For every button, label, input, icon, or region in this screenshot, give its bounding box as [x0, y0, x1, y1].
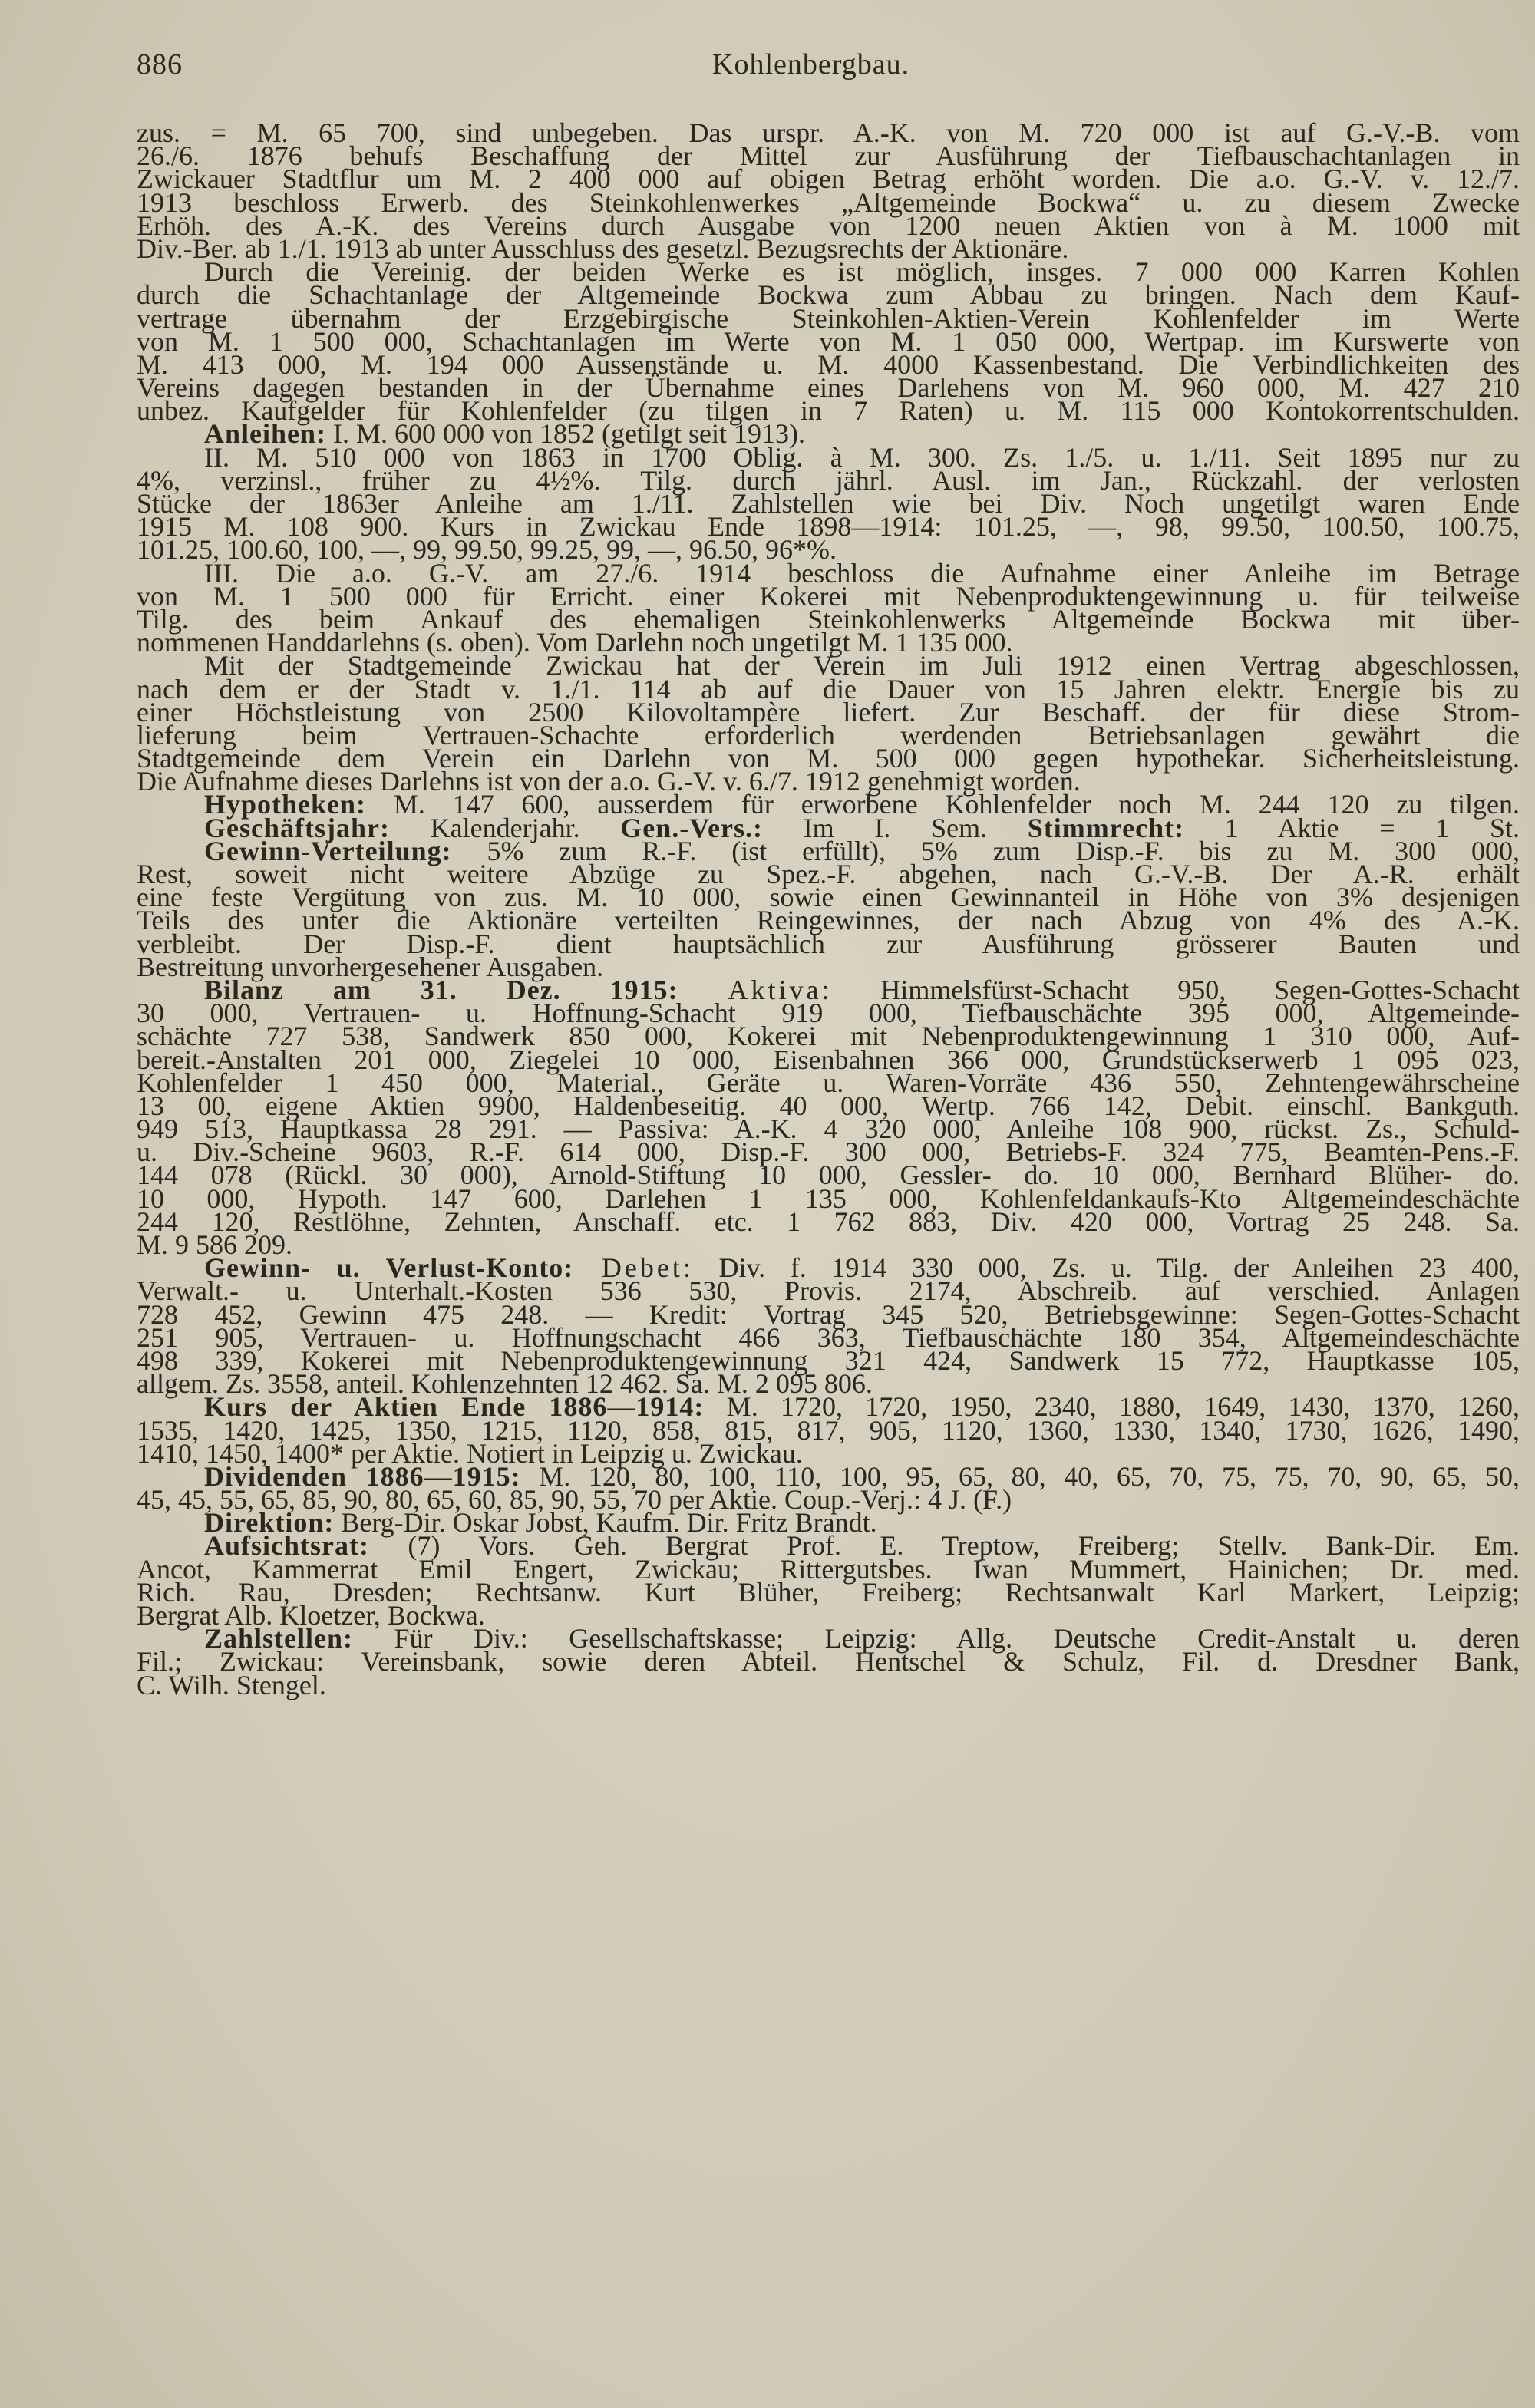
- line-text: 1913 beschloss Erwerb. des Steinkohlenwerkes „Altgemeinde Bockwa“ u. zu diesem Zwecke: [137, 186, 1520, 218]
- line-text: Ancot, Kammerrat Emil Engert, Zwickau; Rittergutsbes. Iwan Mummert, Hainichen; Dr. med.: [137, 1553, 1520, 1585]
- line-text: C. Wilh. Stengel.: [137, 1669, 326, 1700]
- line-text: Mit der Stadtgemeinde Zwickau hat der Verein im Juli 1912 einen Vertrag abgeschlossen,: [204, 650, 1520, 681]
- line-text: nommenen Handdarlehns (s. oben). Vom Darlehn noch ungetilgt M. 1 135 000.: [137, 627, 1013, 658]
- running-title: Kohlenbergbau.: [712, 48, 910, 81]
- section-heading: Zahlstellen:: [204, 1623, 354, 1654]
- line-text: 1915 M. 108 900. Kurs in Zwickau Ende 1898—1914: 101.25, —, 98, 99.50, 100.50, 100.75,: [137, 511, 1520, 543]
- body-text: [137, 117, 1520, 1700]
- line-text: eine feste Vergütung von zus. M. 10 000, sowie einen Gewinnanteil in Höhe von 3% desjenigen: [137, 882, 1520, 913]
- line-text: lieferung beim Vertrauen-Schachte erforderlich werdenden Betriebsanlagen gewährt die: [137, 719, 1520, 750]
- line-text: Vereins dagegen bestanden in der Übernahme eines Darlehens von M. 960 000, M. 427 210: [137, 372, 1520, 404]
- section-heading: Aufsichtsrat:: [204, 1530, 369, 1562]
- line-text: M. 9 586 209.: [137, 1229, 293, 1260]
- section-heading: Dividenden 1886—1915:: [204, 1460, 521, 1492]
- spaced-label: Aktiva:: [678, 974, 833, 1005]
- spaced-label: Debet:: [573, 1252, 694, 1284]
- line-text: 1 Aktie = 1 St.: [1184, 812, 1520, 843]
- line-text: Im I. Sem.: [762, 812, 1028, 843]
- line-text: I. M. 600 000 von 1852 (getilgt seit 1913).: [326, 418, 805, 450]
- section-heading: Direktion:: [204, 1507, 335, 1539]
- line-text: 144 078 (Rückl. 30 000), Arnold-Stiftung 10 000, Gessler- do. 10 000, Bernhard Blüher- do.: [137, 1159, 1520, 1191]
- page-header: [137, 48, 1526, 94]
- line-text: Kalenderjahr.: [389, 812, 621, 843]
- line-text: Tilg. des beim Ankauf des ehemaligen Steinkohlenwerks Altgemeinde Bockwa mit über-: [137, 603, 1520, 635]
- section-heading: Anleihen:: [204, 418, 327, 450]
- line-text: M. 147 600, ausserdem für erworbene Kohlenfelder noch M. 244 120 zu tilgen.: [366, 789, 1520, 820]
- text-line: [137, 1206, 1520, 1237]
- line-text: III. Die a.o. G.-V. am 27./6. 1914 beschloss die Aufnahme einer Anleihe im Betrage: [204, 557, 1520, 589]
- line-text: 5% zum R.-F. (ist erfüllt), 5% zum Disp.-F. bis zu M. 300 000,: [451, 835, 1520, 866]
- section-heading: Gewinn-Verteilung:: [204, 835, 452, 866]
- page-number: 886: [137, 48, 183, 81]
- line-text: 498 339, Kokerei mit Nebenproduktengewinnung 321 424, Sandwerk 15 772, Hauptkasse 105,: [137, 1344, 1520, 1376]
- line-text: von M. 1 500 000, Schachtanlagen im Werte von M. 1 050 000, Wertpap. im Kurswerte von: [137, 325, 1520, 357]
- line-text: 10 000, Hypoth. 147 600, Darlehen 1 135 000, Kohlenfeldankaufs-Kto Altgemeindeschächte: [137, 1183, 1520, 1214]
- text-line: [137, 1646, 1520, 1677]
- line-text: 45, 45, 55, 65, 85, 90, 80, 65, 60, 85, 90, 55, 70 per Aktie. Coup.-Verj.: 4 J. (F.): [137, 1484, 1012, 1516]
- line-text: allgem. Zs. 3558, anteil. Kohlenzehnten 12 462. Sa. M. 2 095 806.: [137, 1368, 873, 1400]
- line-text: Zwickauer Stadtflur um M. 2 400 000 auf obigen Betrag erhöht worden. Die a.o. G.-V. v. 12./7.: [137, 163, 1520, 195]
- line-text: unbez. Kaufgelder für Kohlenfelder (zu tilgen in 7 Raten) u. M. 115 000 Kontokorrentschulden.: [137, 395, 1520, 427]
- line-text: M. 413 000, M. 194 000 Aussenstände u. M. 4000 Kassenbestand. Die Verbindlichkeiten des: [137, 348, 1520, 380]
- line-text: 26./6. 1876 behufs Beschaffung der Mittel zur Ausführung der Tiefbauschachtanlagen in: [137, 140, 1520, 172]
- line-text: Fil.; Zwickau: Vereinsbank, sowie deren Abteil. Hentschel & Schulz, Fil. d. Dresdner Bank,: [137, 1646, 1520, 1677]
- line-text: Stadtgemeinde dem Verein ein Darlehn von M. 500 000 gegen hypothekar. Sicherheitsleistung.: [137, 743, 1520, 774]
- line-text: von M. 1 500 000 für Erricht. einer Kokerei mit Nebenproduktengewinnung u. für teilweise: [137, 580, 1520, 612]
- line-text: Div.-Ber. ab 1./1. 1913 ab unter Ausschluss des gesetzl. Bezugsrechts der Aktionäre.: [137, 233, 1069, 264]
- section-heading: Gen.-Vers.:: [620, 812, 763, 843]
- line-text: Die Aufnahme dieses Darlehns ist von der a.o. G.-V. v. 6./7. 1912 genehmigt worden.: [137, 766, 1081, 797]
- line-text: 30 000, Vertrauen- u. Hoffnung-Schacht 919 000, Tiefbauschächte 395 000, Altgemeinde-: [137, 998, 1520, 1029]
- line-text: Div. f. 1914 330 000, Zs. u. Tilg. der Anleihen 23 400,: [693, 1252, 1520, 1284]
- line-text: 4%, verzinsl., früher zu 4½%. Tilg. durch jährl. Ausl. im Jan., Rückzahl. der verlosten: [137, 464, 1520, 496]
- line-text: M. 120, 80, 100, 110, 100, 95, 65, 80, 40, 65, 70, 75, 75, 70, 90, 65, 50,: [520, 1460, 1520, 1492]
- line-text: II. M. 510 000 von 1863 in 1700 Oblig. à M. 300. Zs. 1./5. u. 1./11. Seit 1895 nur zu: [204, 441, 1520, 473]
- line-text: Bergrat Alb. Kloetzer, Bockwa.: [137, 1600, 485, 1631]
- line-text: Verwalt.- u. Unterhalt.-Kosten 536 530, Provis. 2174, Abschreib. auf verschied. Anlagen: [137, 1275, 1520, 1307]
- line-text: Durch die Vereinig. der beiden Werke es ist möglich, insges. 7 000 000 Karren Kohlen: [204, 256, 1520, 288]
- section-heading: Stimmrecht:: [1027, 812, 1185, 843]
- line-text: M. 1720, 1720, 1950, 2340, 1880, 1649, 1430, 1370, 1260,: [704, 1391, 1520, 1423]
- line-text: nach dem er der Stadt v. 1./1. 114 ab auf die Dauer von 15 Jahren elektr. Energie bis zu: [137, 673, 1520, 704]
- line-text: 728 452, Gewinn 475 248. — Kredit: Vortrag 345 520, Betriebsgewinne: Segen-Gottes-Schacht: [137, 1298, 1520, 1330]
- line-text: Kohlenfelder 1 450 000, Material., Geräte u. Waren-Vorräte 436 550, Zehntengewährscheine: [137, 1067, 1520, 1098]
- section-heading: Bilanz am 31. Dez. 1915:: [204, 974, 678, 1005]
- line-text: Rich. Rau, Dresden; Rechtsanw. Kurt Blüher, Freiberg; Rechtsanwalt Karl Markert, Leipzig;: [137, 1576, 1520, 1608]
- line-text: 1535, 1420, 1425, 1350, 1215, 1120, 858, 815, 817, 905, 1120, 1360, 1330, 1340, 1730, 1626, 1490,: [137, 1414, 1520, 1446]
- line-text: Bestreitung unvorhergesehener Ausgaben.: [137, 951, 604, 982]
- line-text: Himmelsfürst-Schacht 950, Segen-Gottes-Schacht: [832, 974, 1520, 1005]
- line-text: einer Höchstleistung von 2500 Kilovoltampère liefert. Zur Beschaff. der für diese Strom-: [137, 696, 1520, 727]
- line-text: vertrage übernahm der Erzgebirgische Steinkohlen-Aktien-Verein Kohlenfelder im Werte: [137, 302, 1520, 334]
- line-text: bereit.-Anstalten 201 000, Ziegelei 10 000, Eisenbahnen 366 000, Grundstückserwerb 1 095 023,: [137, 1044, 1520, 1075]
- line-text: 101.25, 100.60, 100, —, 99, 99.50, 99.25, 99, —, 96.50, 96*%.: [137, 534, 837, 566]
- line-text: Stücke der 1863er Anleihe am 1./11. Zahlstellen wie bei Div. Noch ungetilgt waren Ende: [137, 488, 1520, 519]
- line-text: zus. = M. 65 700, sind unbegeben. Das urspr. A.-K. von M. 720 000 ist auf G.-V.-B. vom: [137, 117, 1520, 148]
- line-text: Berg-Dir. Oskar Jobst, Kaufm. Dir. Fritz Brandt.: [334, 1507, 877, 1539]
- line-text: u. Div.-Scheine 9603, R.-F. 614 000, Disp.-F. 300 000, Betriebs-F. 324 775, Beamten-Pens.-F.: [137, 1136, 1520, 1168]
- line-text: 13 00, eigene Aktien 9900, Haldenbeseitig. 40 000, Wertp. 766 142, Debit. einschl. Bankguth.: [137, 1090, 1520, 1121]
- line-text: schächte 727 538, Sandwerk 850 000, Kokerei mit Nebenproduktengewinnung 1 310 000, Auf-: [137, 1021, 1520, 1052]
- line-text: Teils des unter die Aktionäre verteilten Reingewinnes, der nach Abzug von 4% des A.-K.: [137, 905, 1520, 936]
- section-heading: Kurs der Aktien Ende 1886—1914:: [204, 1391, 705, 1423]
- line-text: (7) Vors. Geh. Bergrat Prof. E. Treptow, Freiberg; Stellv. Bank-Dir. Em.: [368, 1530, 1520, 1562]
- line-text: 244 120, Restlöhne, Zehnten, Anschaff. etc. 1 762 883, Div. 420 000, Vortrag 25 248. Sa.: [137, 1206, 1520, 1237]
- line-text: Für Div.: Gesellschaftskasse; Leipzig: Allg. Deutsche Credit-Anstalt u. deren: [353, 1623, 1520, 1654]
- line-text: durch die Schachtanlage der Altgemeinde Bockwa zum Abbau zu bringen. Nach dem Kauf-: [137, 279, 1520, 311]
- line-text: verbleibt. Der Disp.-F. dient hauptsächlich zur Ausführung grösserer Bauten und: [137, 928, 1520, 959]
- line-text: 251 905, Vertrauen- u. Hoffnungschacht 466 363, Tiefbauschächte 180 354, Altgemeindeschächte: [137, 1321, 1520, 1353]
- line-text: 949 513, Hauptkassa 28 291. — Passiva: A.-K. 4 320 000, Anleihe 108 900, rückst. Zs., Schuld-: [137, 1113, 1520, 1145]
- section-heading: Geschäftsjahr:: [204, 812, 390, 843]
- line-text: Erhöh. des A.-K. des Vereins durch Ausgabe von 1200 neuen Aktien von à M. 1000 mit: [137, 209, 1520, 241]
- section-heading: Gewinn- u. Verlust-Konto:: [204, 1252, 574, 1284]
- line-text: 1410, 1450, 1400* per Aktie. Notiert in Leipzig u. Zwickau.: [137, 1437, 803, 1469]
- line-text: Rest, soweit nicht weitere Abzüge zu Spez.-F. abgehen, nach G.-V.-B. Der A.-R. erhält: [137, 859, 1520, 889]
- section-heading: Hypotheken:: [204, 789, 367, 820]
